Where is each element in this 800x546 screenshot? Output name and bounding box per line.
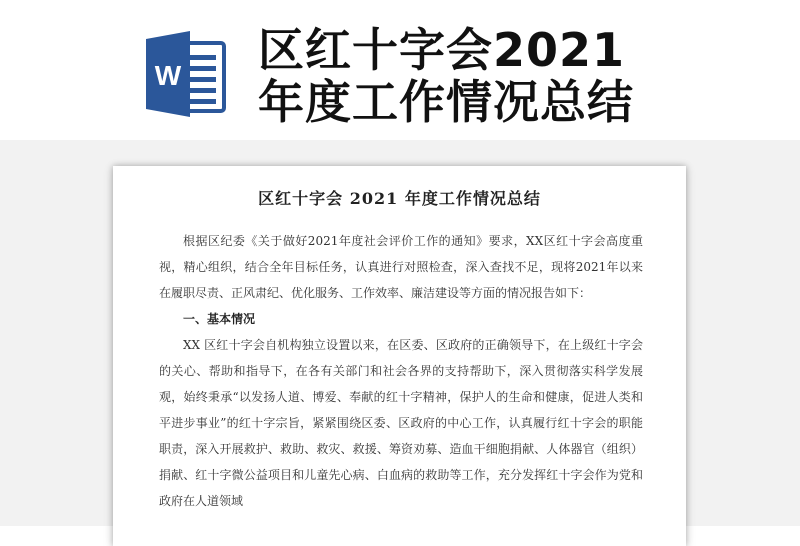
banner-title-line-1: 区红十字会2021 <box>258 23 626 77</box>
paragraph-intro: 根据区纪委《关于做好2021年度社会评价工作的通知》要求，XX区红十字会高度重视，精心组织，结合全年目标任务，认真进行对照检查，深入查找不足，现将2021年以来在履职尽责、正风肃纪、优化服务、工作效率、廉洁建设等方面的情况报告如下： <box>159 234 643 300</box>
banner <box>0 0 800 140</box>
word-document-icon <box>142 29 232 119</box>
section-heading: 一、基本情况 <box>183 312 256 326</box>
banner-title <box>258 24 798 128</box>
svg-text:W: W <box>154 60 182 91</box>
banner-title-line-2: 年度工作情况总结 <box>258 75 634 129</box>
document-title: 区红十字会 2021 年度工作情况总结 <box>258 189 541 208</box>
paragraph-basic-info: XX 区红十字会自机构独立设置以来，在区委、区政府的正确领导下，在上级红十字会的关心、帮助和指导下，在各有关部门和社会各界的支持帮助下，深入贯彻落实科学发展观，始终秉承“以发扬人道、博爱、奉献的红十字精神，保护人的生命和健康，促进人类和平进步事业”的红十字宗旨，紧紧围绕区委、区政府的中心工作，认真履行红十字会的职能职责，深入开展救护、救助、救灾、救援、筹资劝募、造血干细胞捐献、人体器官（组织）捐献、红十字微公益项目和儿童先心病、白血病的救助等工作，充分发挥红十字会作为党和政府在人道领域 <box>159 338 643 508</box>
document-body <box>159 228 643 514</box>
document-page <box>113 166 686 546</box>
